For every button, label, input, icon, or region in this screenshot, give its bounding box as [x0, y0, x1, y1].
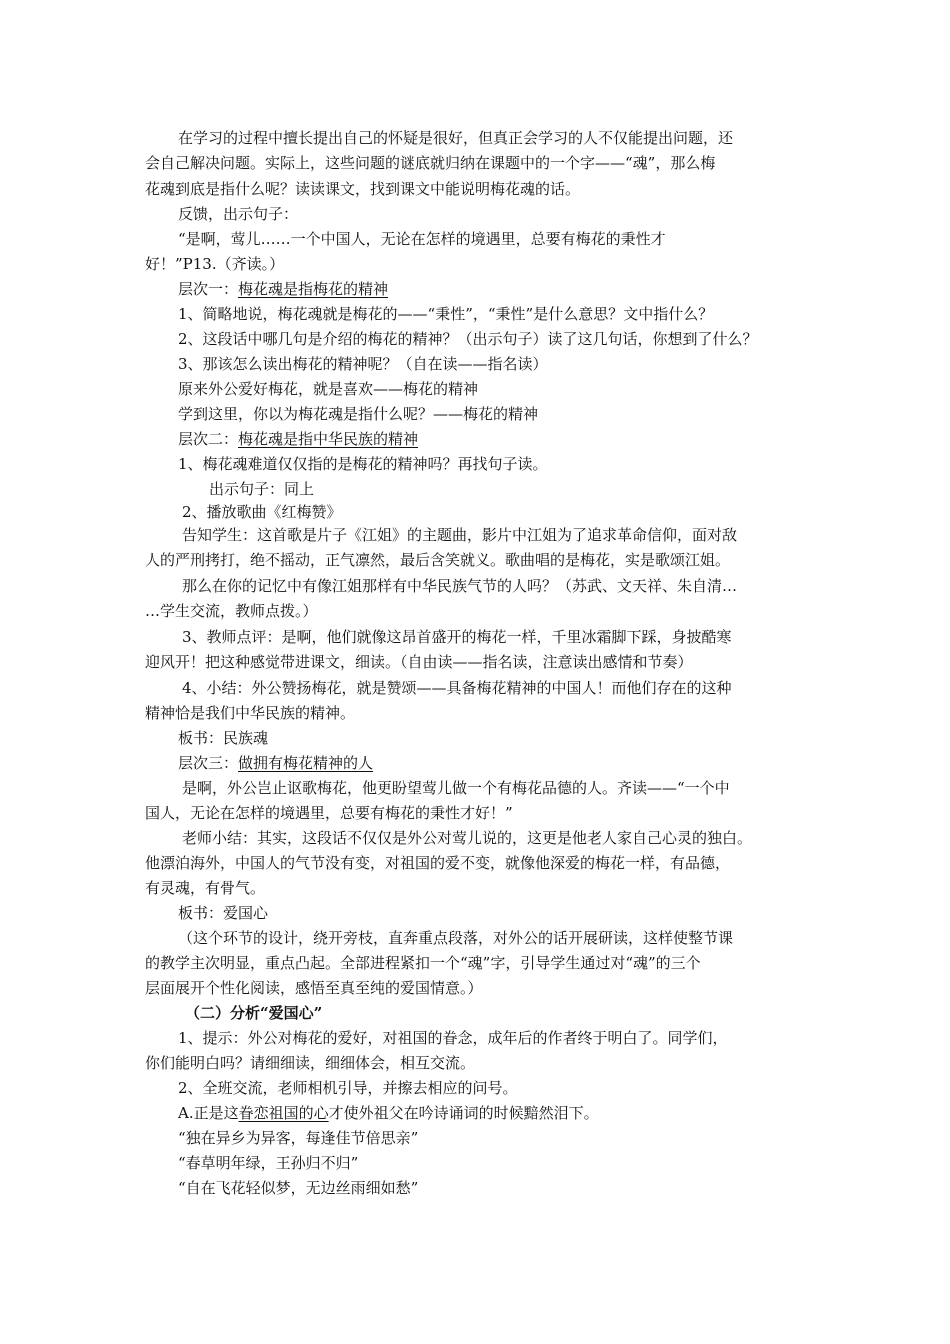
paragraph-line: 他漂泊海外，中国人的气节没有变，对祖国的爱不变，就像他深爱的梅花一样，有品德， [145, 854, 731, 872]
list-item: 1、提示：外公对梅花的爱好，对祖国的眷念，成年后的作者终于明白了。同学们， [178, 1029, 728, 1047]
paragraph-line: 学到这里，你以为梅花魂是指什么呢？——梅花的精神 [178, 405, 539, 423]
paragraph-line: 有灵魂，有骨气。 [145, 879, 266, 897]
list-item: 2、播放歌曲《红梅赞》 [182, 503, 342, 521]
board-note: 板书：爱国心 [178, 904, 269, 922]
paragraph-line: 的教学主次明显，重点凸起。全部进程紧扣一个“魂”字，引导学生通过对“魂”的三个 [145, 954, 701, 972]
list-item: 1、简略地说，梅花魂就是梅花的——“秉性”，“秉性”是什么意思？文中指什么？ [178, 305, 714, 323]
paragraph-line: 会自己解决问题。实际上，这些问题的谜底就归纳在课题中的一个字——“魂”，那么梅 [145, 154, 716, 172]
poem-line: “独在异乡为异客，每逢佳节倍思亲” [178, 1129, 419, 1147]
list-item: 3、教师点评：是啊，他们就像这昂首盛开的梅花一样，千里冰霜脚下踩，身披酷寒 [182, 628, 732, 646]
paragraph-line: A.正是这眷恋祖国的心才使外祖父在吟诗诵词的时候黯然泪下。 [178, 1104, 599, 1122]
paragraph-line: 国人，无论在怎样的境遇里，总要有梅花的秉性才好！” [145, 804, 513, 822]
paragraph-line: 花魂到底是指什么呢？读读课文，找到课文中能说明梅花魂的话。 [145, 180, 581, 198]
paragraph-line: 反馈，出示句子： [178, 205, 299, 223]
quote-line: “是啊，莺儿……一个中国人，无论在怎样的境遇里，总要有梅花的秉性才 [178, 230, 666, 248]
paragraph-line: 层面展开个性化阅读，感悟至真至纯的爱国情意。） [145, 979, 483, 997]
list-item: 1、梅花魂难道仅仅指的是梅花的精神吗？再找句子读。 [178, 455, 548, 473]
poem-line: “自在飞花轻似梦，无边丝雨细如愁” [178, 1179, 419, 1197]
section-heading: （二）分析“爱国心” [185, 1004, 323, 1022]
paragraph-line: 你们能明白吗？请细细读，细细体会，相互交流。 [145, 1054, 476, 1072]
paragraph-line: …学生交流，教师点拨。） [145, 602, 318, 620]
poem-line: “春草明年绿，王孙归不归” [178, 1154, 359, 1172]
list-item: 2、全班交流，老师相机引导，并擦去相应的问号。 [178, 1079, 518, 1097]
paragraph-line: 在学习的过程中擅长提出自己的怀疑是很好，但真正会学习的人不仅能提出问题，还 [178, 129, 734, 147]
paragraph-line: 老师小结：其实，这段话不仅仅是外公对莺儿说的，这更是他老人家自己心灵的独白。 [182, 829, 753, 847]
paragraph-line: （这个环节的设计，绕开旁枝，直奔重点段落，对外公的话开展研读，这样使整节课 [178, 929, 734, 947]
level-two-heading: 层次二：梅花魂是指中华民族的精神 [178, 430, 419, 448]
paragraph-line: 是啊，外公岂止讴歌梅花，他更盼望莺儿做一个有梅花品德的人。齐读——“一个中 [182, 779, 730, 797]
board-note: 板书：民族魂 [178, 729, 269, 747]
paragraph-line: 告知学生：这首歌是片子《江姐》的主题曲，影片中江姐为了追求革命信仰，面对敌 [182, 526, 738, 544]
paragraph-line: 精神恰是我们中华民族的精神。 [145, 704, 356, 722]
list-item: 4、小结：外公赞扬梅花，就是赞颂——具备梅花精神的中国人！而他们存在的这种 [182, 679, 732, 697]
list-item: 3、那该怎么读出梅花的精神呢？（自在读——指名读） [178, 355, 548, 373]
quote-line: 好！”P13.（齐读。） [145, 255, 285, 273]
paragraph-line: 出示句子：同上 [209, 480, 315, 498]
level-three-heading: 层次三：做拥有梅花精神的人 [178, 754, 374, 772]
paragraph-line: 那么在你的记忆中有像江姐那样有中华民族气节的人吗？（苏武、文天祥、朱自清… [182, 577, 738, 595]
list-item: 2、这段话中哪几句是介绍的梅花的精神？（出示句子）读了这几句话，你想到了什么？ [178, 330, 758, 348]
paragraph-line: 迎风开！把这种感觉带进课文，细读。（自由读——指名读，注意读出感情和节奏） [145, 653, 693, 671]
level-one-heading: 层次一：梅花魂是指梅花的精神 [178, 280, 389, 298]
paragraph-line: 原来外公爱好梅花，就是喜欢——梅花的精神 [178, 380, 479, 398]
paragraph-line: 人的严刑拷打，绝不摇动，正气凛然，最后含笑就义。歌曲唱的是梅花，实是歌颂江姐。 [145, 551, 731, 569]
